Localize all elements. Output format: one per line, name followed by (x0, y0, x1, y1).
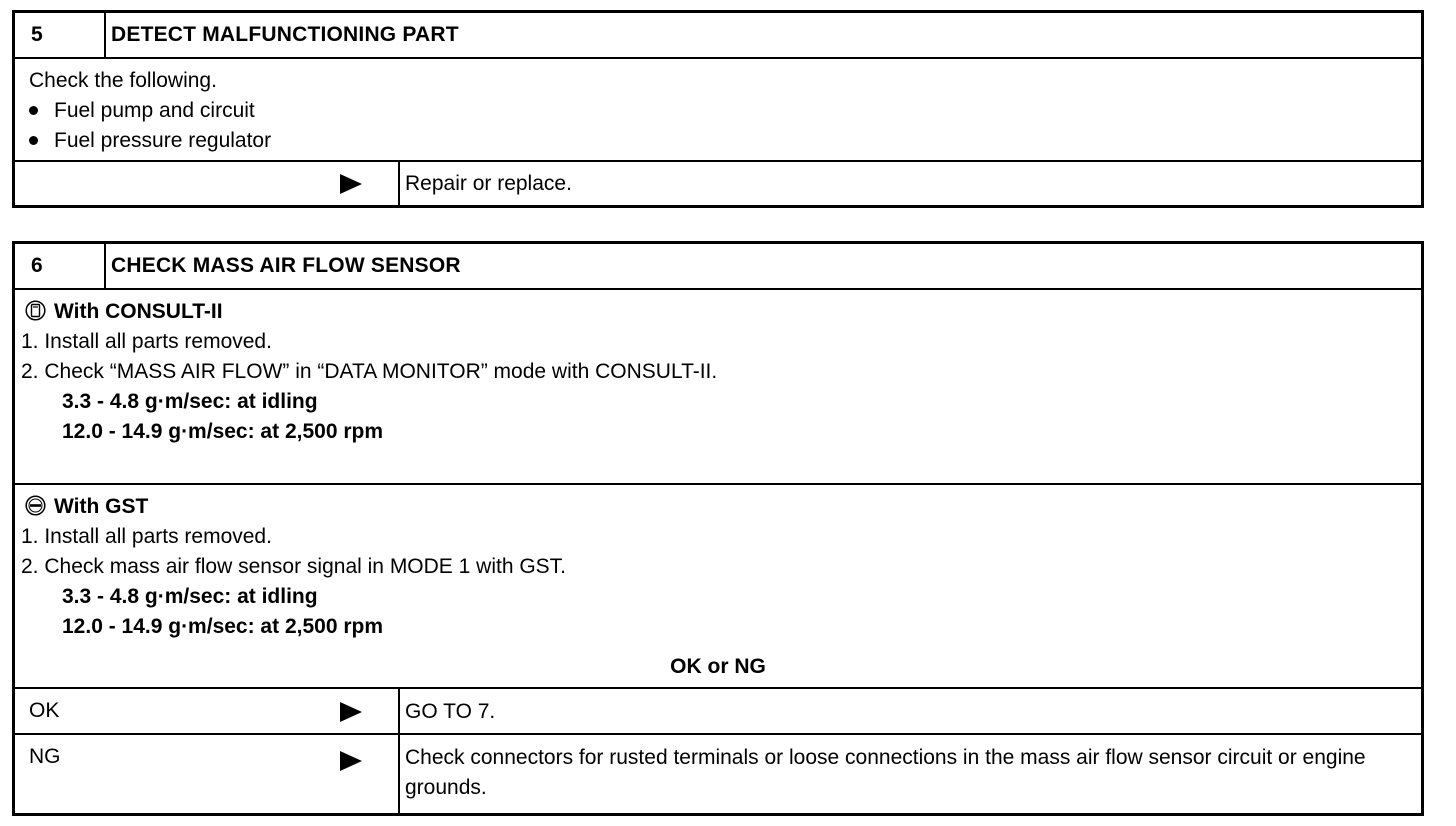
result-action: Repair or replace. (405, 172, 572, 195)
procedure-step: 1. Install all parts removed. (21, 525, 272, 548)
intro-text: Check the following. (29, 69, 217, 92)
step-header (15, 244, 1421, 290)
step-title: DETECT MALFUNCTIONING PART (111, 23, 459, 46)
result-label: NG (29, 745, 61, 768)
step-title: CHECK MASS AIR FLOW SENSOR (111, 254, 461, 277)
result-label: OK (29, 699, 60, 722)
step-number: 6 (15, 244, 106, 288)
column-divider (398, 689, 400, 733)
list-item: Fuel pump and circuit (29, 99, 255, 123)
consult-heading: With CONSULT-II (25, 300, 223, 324)
result-action: GO TO 7. (405, 700, 496, 723)
bullet-icon (29, 106, 38, 115)
gst-heading: With GST (25, 495, 148, 519)
step-5-table (12, 10, 1424, 208)
consult-section (15, 290, 1421, 485)
list-item: Fuel pressure regulator (29, 129, 271, 153)
result-row (15, 689, 1421, 735)
arrow-right-icon (340, 702, 362, 722)
step-body (15, 59, 1421, 162)
result-row (15, 735, 1421, 813)
procedure-step: 1. Install all parts removed. (21, 330, 272, 353)
step-number: 5 (15, 13, 106, 57)
procedure-step: 2. Check “MASS AIR FLOW” in “DATA MONITOR” mode with CONSULT-II. (21, 360, 718, 383)
step-6-table (12, 241, 1424, 816)
spec-value: 12.0 - 14.9 g·m/sec: at 2,500 rpm (62, 615, 383, 638)
column-divider (398, 162, 400, 205)
result-row (15, 162, 1421, 205)
consult-ii-icon (25, 300, 46, 321)
procedure-step: 2. Check mass air flow sensor signal in MODE 1 with GST. (21, 555, 567, 578)
step-header (15, 13, 1421, 59)
gst-icon (25, 495, 46, 516)
column-divider (398, 735, 400, 813)
spec-value: 3.3 - 4.8 g·m/sec: at idling (62, 390, 318, 413)
spec-value: 3.3 - 4.8 g·m/sec: at idling (62, 585, 318, 608)
arrow-right-icon (340, 174, 362, 194)
ok-ng-label: OK or NG (670, 655, 766, 678)
bullet-icon (29, 136, 38, 145)
result-action: Check connectors for rusted terminals or loose connections in the mass air flow sensor circuit or engine grounds. (405, 746, 1366, 799)
gst-section (15, 485, 1421, 689)
spec-value: 12.0 - 14.9 g·m/sec: at 2,500 rpm (62, 420, 383, 443)
arrow-right-icon (340, 751, 362, 771)
